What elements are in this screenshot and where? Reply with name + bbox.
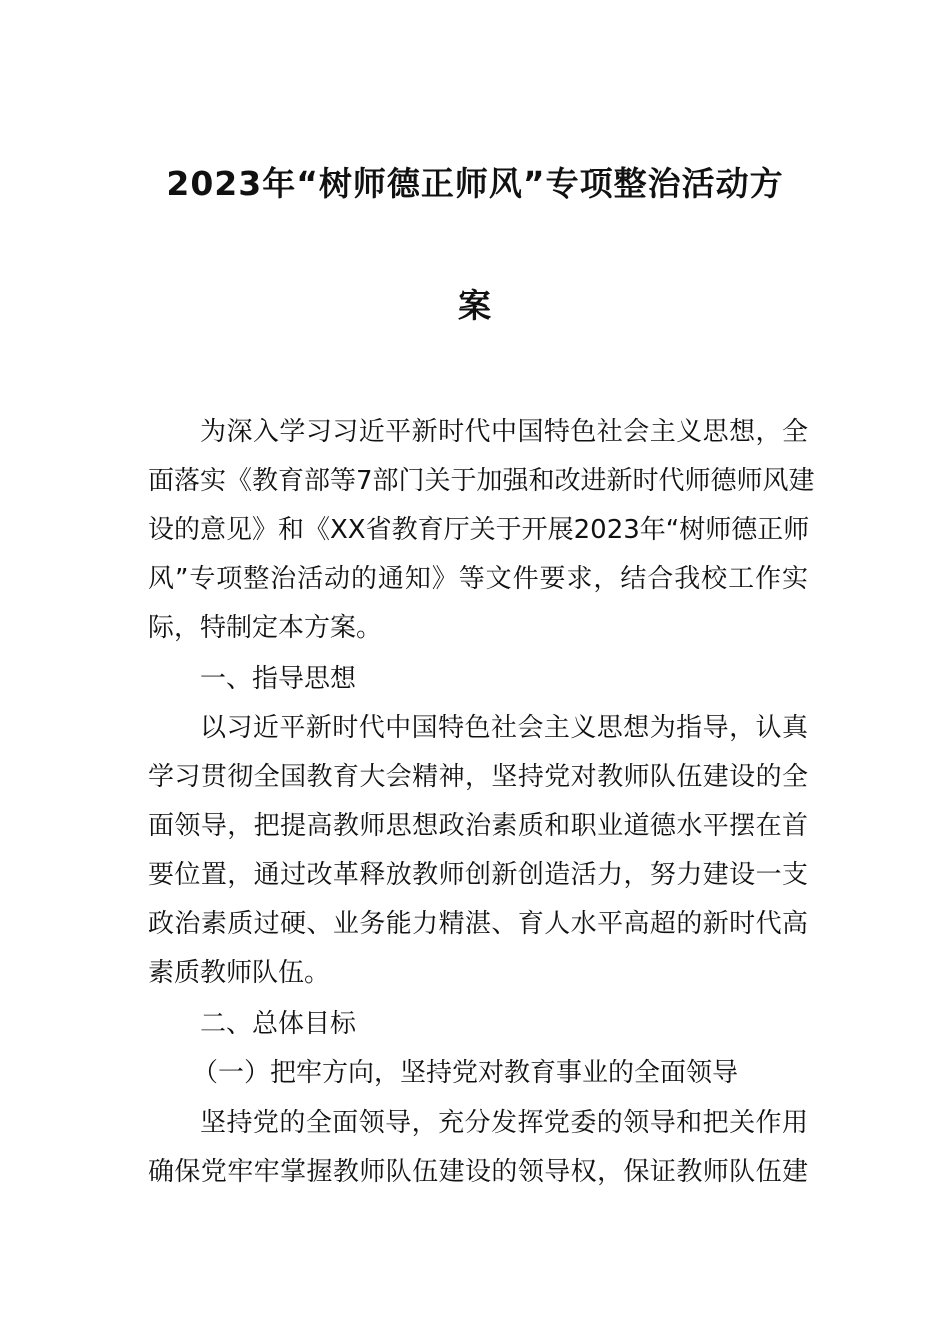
section1-heading: 一、指导思想	[200, 664, 357, 694]
section1-line-3: 面领导，把提高教师思想政治素质和职业道德水平摆在首	[148, 811, 808, 841]
section2-sub1-line-2: 确保党牢牢掌握教师队伍建设的领导权，保证教师队伍建	[148, 1157, 808, 1187]
section1-line-4: 要位置，通过改革释放教师创新创造活力，努力建设一支	[148, 860, 808, 890]
section1-line-5: 政治素质过硬、业务能力精湛、育人水平高超的新时代高	[148, 909, 808, 939]
section2-sub1-line-1: 坚持党的全面领导，充分发挥党委的领导和把关作用	[200, 1108, 808, 1138]
section1-line-2: 学习贯彻全国教育大会精神，坚持党对教师队伍建设的全	[148, 762, 808, 792]
intro-line-2: 面落实《教育部等7部门关于加强和改进新时代师德师风建	[148, 466, 815, 496]
intro-line-5: 际，特制定本方案。	[148, 613, 383, 643]
document-title-line-1: 2023年“树师德正师风”专项整治活动方	[166, 164, 784, 203]
section2-heading: 二、总体目标	[200, 1009, 357, 1039]
intro-line-4: 风”专项整治活动的通知》等文件要求，结合我校工作实	[148, 564, 808, 594]
section1-line-1: 以习近平新时代中国特色社会主义思想为指导，认真	[200, 713, 808, 743]
section1-line-6: 素质教师队伍。	[148, 958, 331, 988]
intro-line-3: 设的意见》和《XX省教育厅关于开展2023年“树师德正师	[148, 515, 810, 545]
document-title-line-2: 案	[458, 286, 492, 325]
section2-sub1-heading: （一）把牢方向，坚持党对教育事业的全面领导	[192, 1058, 739, 1088]
intro-line-1: 为深入学习习近平新时代中国特色社会主义思想，全	[200, 417, 808, 447]
